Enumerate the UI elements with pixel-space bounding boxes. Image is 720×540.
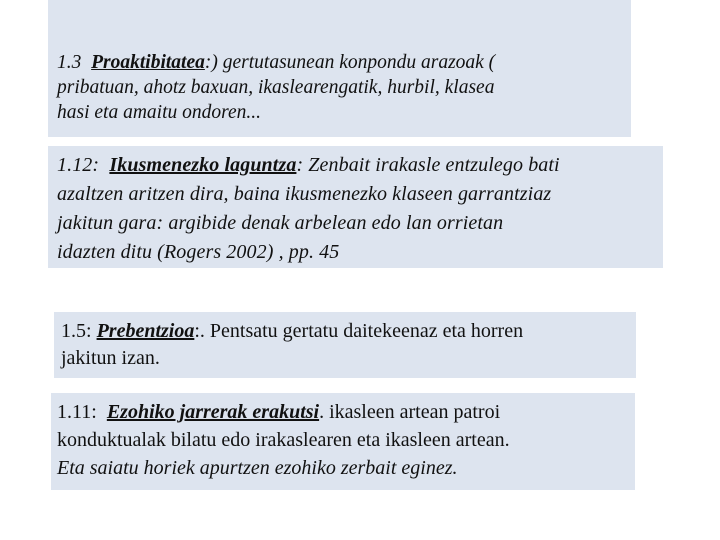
item-term-suffix: :) xyxy=(204,52,218,73)
item-term: Proaktibitatea xyxy=(91,52,205,73)
box2-line1 xyxy=(57,151,663,180)
text-box-ikusmenezko-laguntza xyxy=(48,146,663,268)
item-number: 1.3 xyxy=(57,52,82,73)
item-term-suffix: . xyxy=(319,401,325,423)
box1-line2: pribatuan, ahotz baxuan, ikaslearengatik, hurbil, klasea xyxy=(57,77,495,98)
item-term: Prebentzioa xyxy=(96,320,195,342)
item-term: Ikusmenezko laguntza xyxy=(109,154,297,176)
box4-line2: konduktualak bilatu edo irakaslearen eta ikasleen artean. xyxy=(57,429,510,451)
text-box-ezohiko-jarrerak xyxy=(51,393,635,490)
item-number: 1.12: xyxy=(57,154,100,176)
box2-line4: idazten ditu (Rogers 2002) , pp. 45 xyxy=(57,241,340,263)
item-number: 1.5: xyxy=(61,320,92,342)
box3-line1 xyxy=(61,318,636,345)
text-box-prebentzioa xyxy=(54,312,636,378)
box3-line2: jakitun izan. xyxy=(61,347,160,369)
item-text: Zenbait irakasle entzulego bati xyxy=(303,154,560,176)
box1-line3: hasi eta amaitu ondoren... xyxy=(57,102,262,123)
item-term-suffix: :. xyxy=(194,320,205,342)
item-term: Ezohiko jarrerak erakutsi xyxy=(106,401,320,423)
box4-line1 xyxy=(57,398,635,426)
text-box-proaktibitatea xyxy=(48,0,631,137)
box4-line3: Eta saiatu horiek apurtzen ezohiko zerbait eginez. xyxy=(57,457,458,479)
item-term-suffix: : xyxy=(296,154,304,176)
box2-line2: azaltzen aritzen dira, baina ikusmenezko klaseen garrantziaz xyxy=(57,183,552,205)
box2-line3: jakitun gara: argibide denak arbelean edo lan orrietan xyxy=(57,212,504,234)
item-text: Pentsatu gertatu daitekeenaz eta horren xyxy=(204,320,524,342)
box1-line1 xyxy=(57,50,631,75)
item-text: gertutasunean konpondu arazoak ( xyxy=(217,52,496,73)
item-text: ikasleen artean patroi xyxy=(324,401,501,423)
item-number: 1.11: xyxy=(57,401,97,423)
